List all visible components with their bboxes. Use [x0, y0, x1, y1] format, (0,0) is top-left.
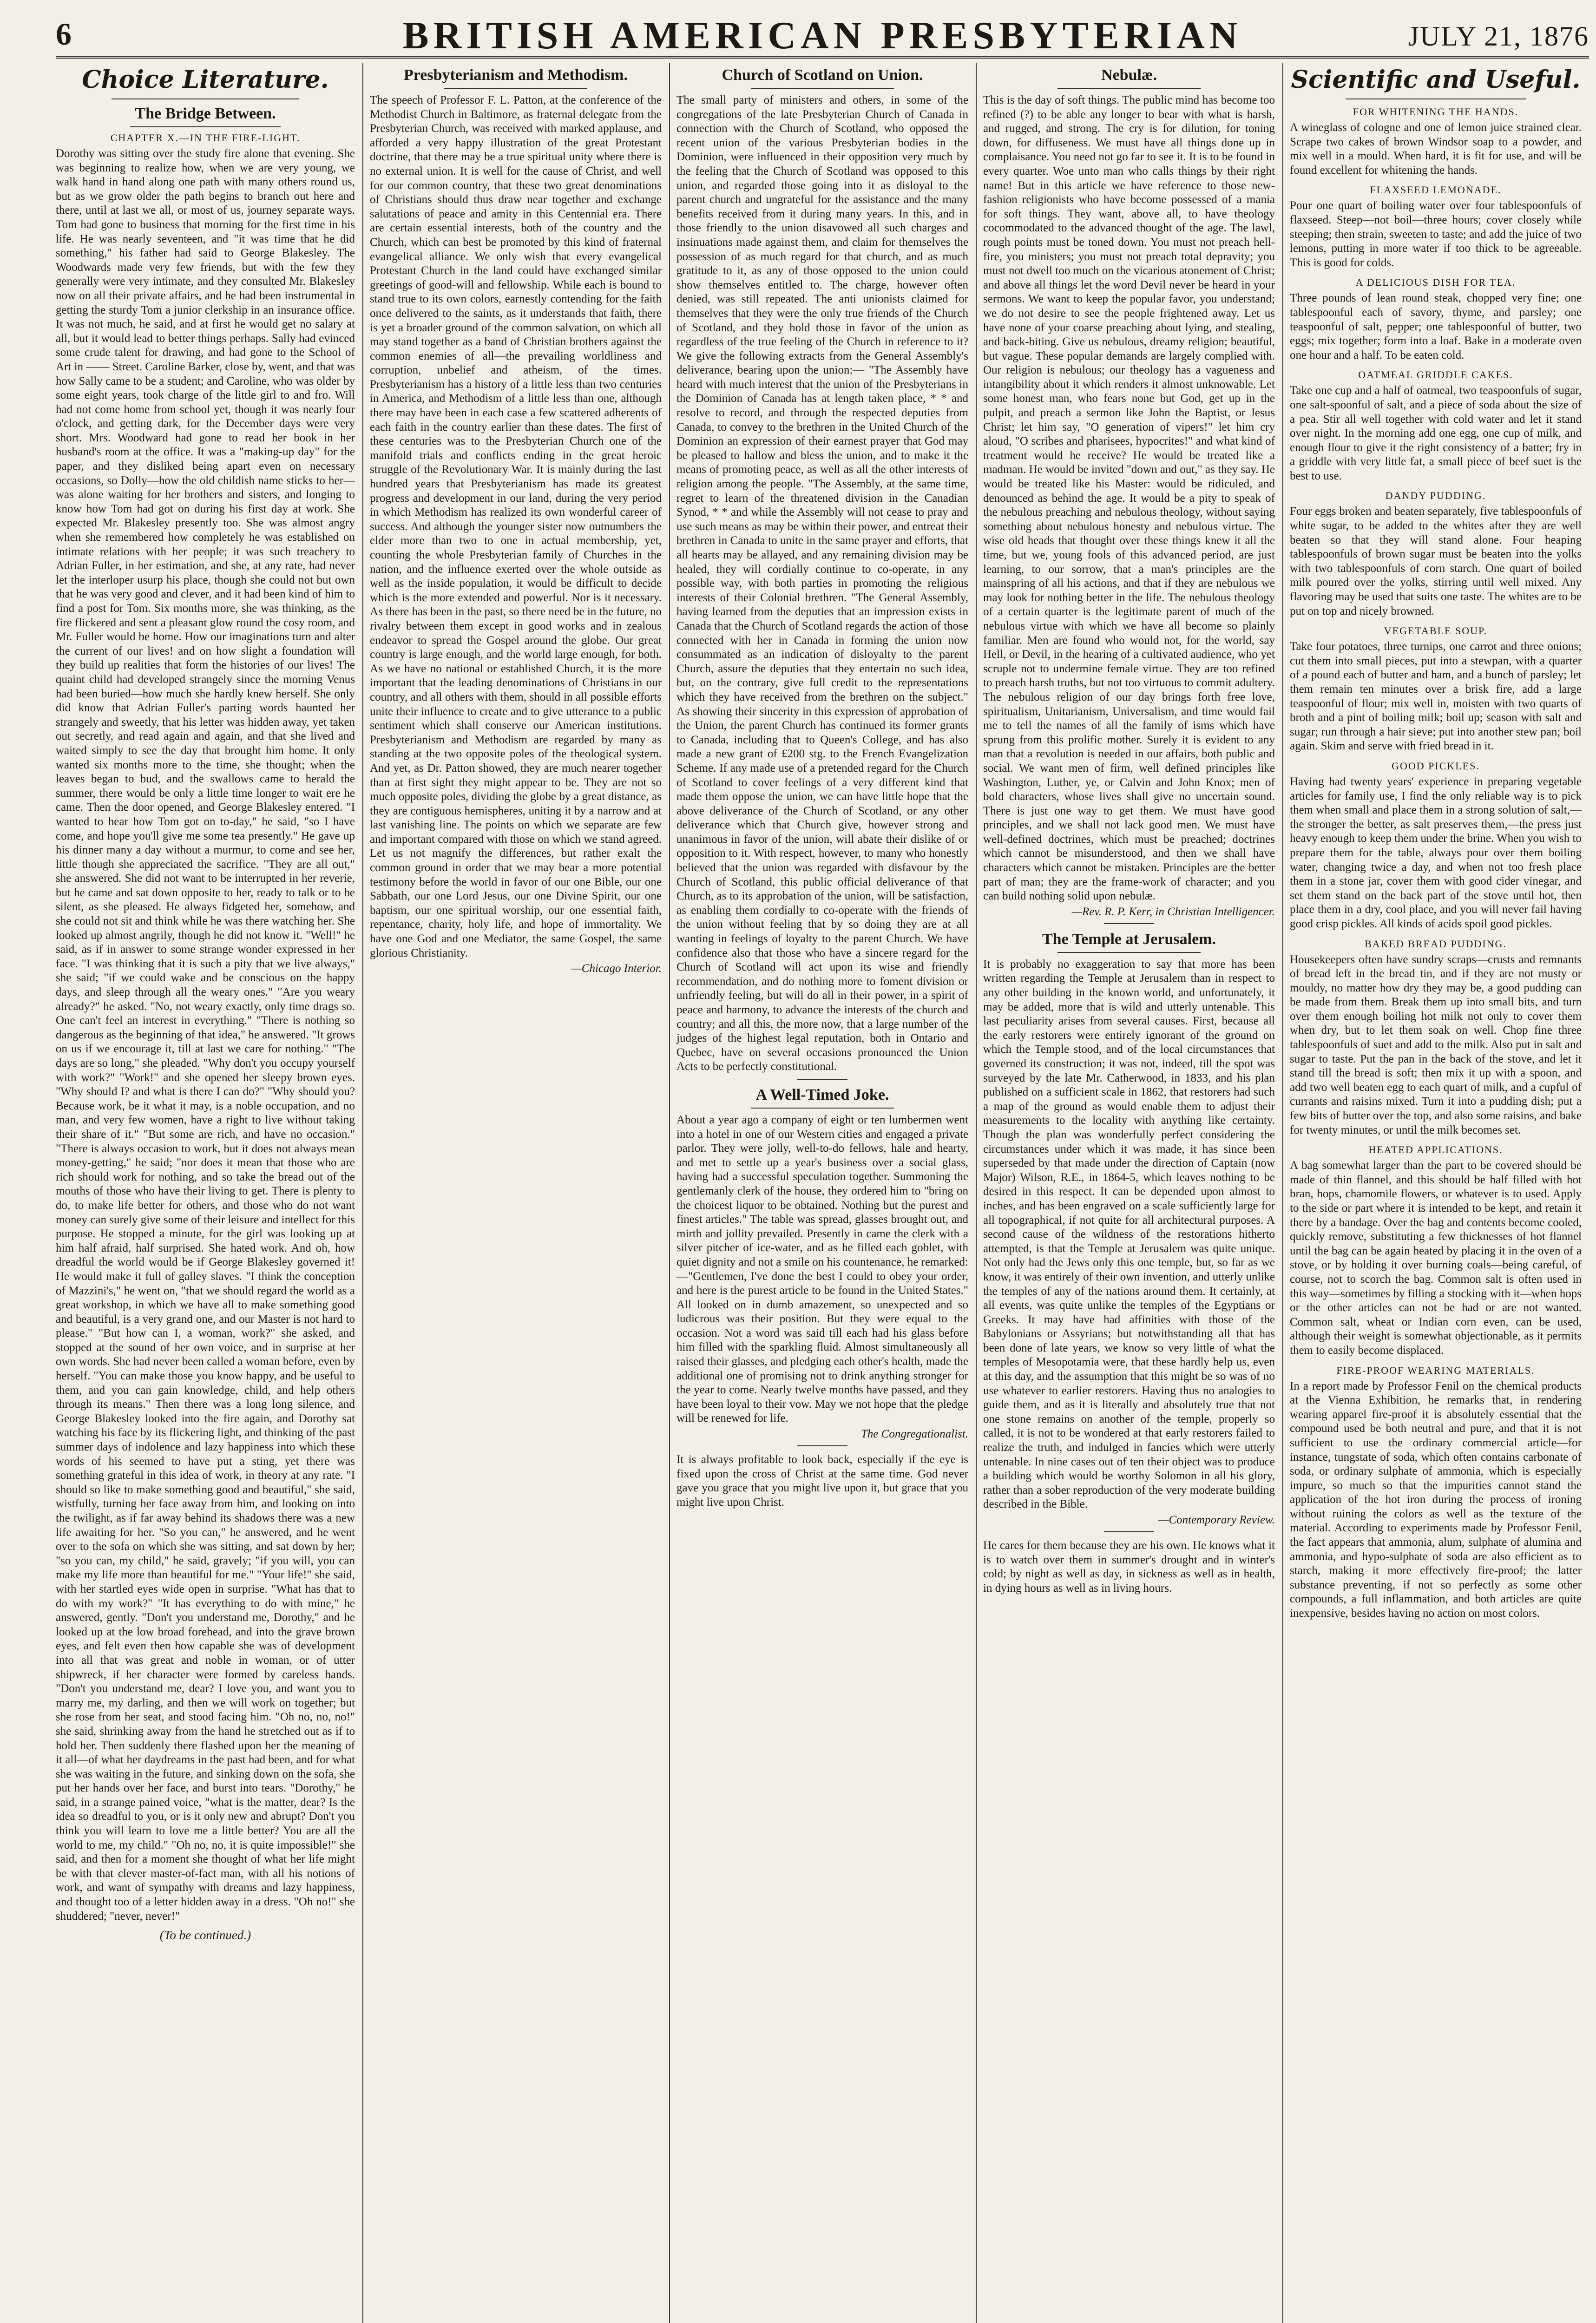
recipe-heading-good-pickles: GOOD PICKLES.	[1392, 760, 1480, 772]
recipe-heading-vegetable-soup: VEGETABLE SOUP.	[1384, 625, 1488, 637]
columns	[56, 63, 1589, 2323]
recipe-body: A bag somewhat larger than the part to be covered should be made of thin flannel, and this should be half filled with hot bran, hops, chamomile flowers, or whatever is to used. Apply to the side or part where it is intended to be kept, and retain it there by a bandage. Over the bag and contents become cooled, quickly remove, substituting a few thicknesses of hot flannel until the bag can be again heated by placing it in the oven of a stove, or by holding it over burning coals—being careful, of course, not to scorch the bag. Common salt is often used in this way—sometimes by filling a stocking with it—when hops or the other articles can not be had or are not wanted. Common salt, wheat or Indian corn even, can be used, although their weight is somewhat objectionable, as it permits them to easily become displaced.	[1290, 1159, 1582, 1357]
recipe-body: Pour one quart of boiling water over four tablespoonfuls of flaxseed. Steep—not boil—three hours; cover closely while steeping; then strain, sweeten to taste; and add the juice of two lemons, putting in more water if too thick to be agreeable. This is good for colds.	[1290, 199, 1582, 269]
article-body-well-timed-joke: About a year ago a company of eight or ten lumbermen went into a hotel in one of our Western cities and engaged a private parlor. They were jolly, well-to-do fellows, hale and hearty, and met to settle up a year's business over a social glass, having had a successful speculation together. Summoning the gentlemanly clerk of the house, they ordered him to "bring on the choicest liquor to be obtained. Nothing but the purest and finest articles." The table was spread, glasses brought out, and mirth and jollity prevailed. Presently in came the clerk with a silver pitcher of ice-water, and as he filled each goblet, with quiet dignity and not a smile on his countenance, he remarked:—"Gentlemen, I've done the best I could to obey your order, and here is the purest article to be found in the United States." All looked on in dumb amazement, so unexpected and so ludicrous was their position. But they were equal to the occasion. Not a word was said till each had his glass before him filled with the sparkling fluid. Almost simultaneously all raised their glasses, and pledging each other's health, made the additional one of promising not to drink anything stronger for the year to come. Nearly twelve months have passed, and they have been loyal to their vow. May we not hope that the pledge will be renewed for life.	[676, 1113, 968, 1425]
recipe-body: A wineglass of cologne and one of lemon juice strained clear. Scrape two cakes of brown Windsor soap to a powder, and mix well in a mould. When hard, it is fit for use, and will be found excellent for whitening the hands.	[1290, 121, 1582, 177]
article-credit: The Congregationalist.	[860, 1428, 968, 1441]
column-2	[362, 63, 669, 2323]
newspaper-title: BRITISH AMERICAN PRESBYTERIAN	[402, 14, 1242, 57]
title-rule	[751, 1108, 894, 1109]
masthead	[56, 13, 1589, 59]
recipe-heading-dandy-pudding: DANDY PUDDING.	[1385, 490, 1486, 502]
recipe-heading-oatmeal-cakes: OATMEAL GRIDDLE CAKES.	[1358, 369, 1513, 381]
article-separator	[1104, 1531, 1154, 1532]
section-heading-choice-literature: Choice Literature.	[82, 66, 329, 94]
recipe-body: Take four potatoes, three turnips, one carrot and three onions; cut them into small pieces, put into a stewpan, with a quarter of a pound each of butter and ham, and a bunch of parsley; let them remain ten minutes over a brisk fire, add a large teaspoonful of flour; mix well in, moisten with two quarts of broth and a pint of boiling milk; boil up; season with salt and sugar; run through a hair sieve; put into another stew pan; boil again. Skim and serve with fried bread in it.	[1290, 640, 1582, 753]
title-rule	[130, 126, 281, 127]
closing-paragraph: He cares for them because they are his own. He knows what it is to watch over them in summer's drought and in winter's cold; by night as well as day, in sickness as well as in health, in dying hours as well as in living hours.	[983, 1539, 1275, 1595]
article-separator	[797, 1445, 847, 1446]
article-body-bridge-between: Dorothy was sitting over the study fire alone that evening. She was beginning to realize how, when we are very young, we walk hand in hand along one path with many others round us, but as we grow older the path begins to branch out here and there, until at last we all, or most of us, journey separate ways. Tom had gone to business that morning for the first time in his life. He was nearly seventeen, and "it was time that he did something," his father had said to George Blakesley. The Woodwards made very few friends, but with the few they generally were very intimate, and they consulted Mr. Blakesley now on all their private affairs, and he had been instrumental in getting the sturdy Tom a junior clerkship in an insurance office. It was not much, he said, and at first he would get no salary at all, but it would lead to better things perhaps. Sally had evinced some crude talent for drawing, and had gone to the School of Art in —— Street. Caroline Barker, close by, went, and that was how Sally came to be a student; and Caroline, who was older by some eight years, took charge of the little girl to and fro. Will had not come home from school yet, though it was nearly four o'clock, and getting dark, for the December days were very short. Mrs. Woodward had gone to read her book in her husband's room at the office. It was a "making-up day" for the paper, and they disliked being apart even on necessary occasions, so Dolly—how the old childish name sticks to her—was alone waiting for her brothers and sisters, and longing to know how Tom had got on during his first day at work. She expected Mr. Blakesley presently too. She was almost angry when she remembered how completely he was established on intimate relations with her people; it was such treachery to Adrian Fuller, in her estimation, and she, at any rate, had never let the interloper usurp his place, though she could not but own that he was very good and clever, and it had been kind of him to find a post for Tom. Six months more, she was thinking, as the fire flickered and sent a pleasant glow round the cosy room, and Mr. Fuller would be home. How our imaginations turn and alter the current of our lives! and on how slight a foundation will they build up realities that form the histories of our lives! The quaint child had developed strangely since the morning Venus had been buried—how much she hardly knew herself. She only did know that Adrian Fuller's parting words haunted her strangely and sweetly, that his letter was hidden away, yet taken out secretly, and read again and again, and that she lived and waited simply to see the day that brought him home. It only wanted six months more to the time, she thought; when the leaves began to bud, and the swallows came to herald the summer, there would be only a little time longer to wait ere he came. Then the door opened, and George Blakesley entered. "I wanted to hear how Tom got on to-day," he said, "so I have come, and hope you'll give me some tea presently." He gave up his dinner many a day without a murmur, to come and see her, little though she appreciated the sacrifice. "They are all out," she answered. She did not want to be interrupted in her reverie, but he came and sat down opposite to her, ready to talk or to be silent, as she pleased. He always fidgeted her, somehow, and she could not sit and think while he was there watching her. She looked up almost angrily, though he did not know it. "Well!" he said, as if in answer to some strange wonder expressed in her face. "I was thinking that it is such a pity that we live always," she said; "if we could wake and be conscious on the happy days, and sleep through all the weary ones." "Are you weary already?" he asked. "No, not weary exactly, only time drags so. One can't feel an interest in everything." "There is nothing so dangerous as the beginning of that idea," he answered. "It grows on us if we encourage it, till at last we care for nothing." "The days are so long," she pleaded. "Why don't you occupy yourself with work?" "Work!" and she opened her sleepy brown eyes. "Why should I? and what is there I can do?" "Why should you? Because work, be it what it may, is a noble occupation, and no man, and very few women, have a right to live without taking their share of it." "But some are rich, and have no occasion." "There is always occasion to work, but it does not always mean money-getting," he said; "nor does it mean that those who are rich should work for nothing, and so take the bread out of the mouths of those who have their living to get. There is plenty to do, to make life better for others, and those who do not want money can surely give some of their leisure and intellect for this purpose. He stopped a minute, for the girl was looking up at him half afraid, half surprised. She hated work. And oh, how dreadful the world would be if George Blakesley governed it! He would make it full of galley slaves. "I think the conception of Mazzini's," he went on, "that we should regard the world as a great workshop, in which we have all to make something good and beautiful, is a very grand one, and our Master is not hard to please." "But how can I, a woman, work?" she asked, and stopped at the sound of her own voice, and in surprise at her own words. She had never been called a woman before, even by herself. "You can make those you know happy, and be useful to them, and you can gain knowledge, child, and help others through its means." Then there was a long long silence, and George Blakesley looked into the fire again, and Dorothy sat watching his face by its flickering light, and thinking of the past summer days of indolence and lazy happiness into which these words of his seemed to have put a sting, yet there was something grateful in this idea of work, in theory at any rate. "I should so like to make something good and beautiful," she said, wistfully, turning her face away from him, and looking on into the twilight, as if far away behind its shadows there was a new life awaiting for her. "So you can," he answered, and he went over to the sofa on which she was sitting, and sat down by her; "so you can, my child," he said, gravely; "if you will, you can make my life more than beautiful for me." "Your life!" she said, with her startled eyes wide open in surprise. "What has that to do with my work?" "It has everything to do with mine," he answered, gently. "Don't you understand me, Dorothy," and he looked up at the low broad forehead, and into the grave brown eyes, and felt even then how capable she was of development into all that was great and noble in woman, or of utter shipwreck, if her character were formed by careless hands. "Don't you understand me, dear? I love you, and want you to marry me, my darling, and then we will work on together; but she rose from her seat, and stood facing him. "Oh no, no, no!" she said, shrinking away from the hand he stretched out as if to hold her. Then suddenly there flashed upon her the meaning of it all—of what her daydreams in the past had been, and for what she was waiting in the future, and sinking down on the sofa, she put her hands over her face, and burst into tears. "Dorothy," he said, in a strange pained voice, "what is the matter, dear? Is the idea so dreadful to you, or is it only new and abrupt? Don't you think you will learn to love me a little better? You are all the world to me, my child." "Oh no, no, it is quite impossible!" she said, and then for a moment she thought of what her life might be with that clever master-of-fact man, with all his notions of work, and want of sympathy with dreams and lazy happiness, and thought too of a letter hidden away in a dress. "Oh no!" she shuddered; "never, never!"	[56, 147, 355, 1923]
title-rule	[1057, 88, 1201, 89]
article-body-nebulae: This is the day of soft things. The public mind has become too refined (?) to be able any longer to bear with what is harsh, and rugged, and strong. The cry is for dilution, for toning down, for diffuseness. We must have all things done up in complaisance. You need not go far to see it. It is to be found in every quarter. Woe unto man who calls things by their right name! But in this article we have reference to those new-fashion religionists who have become possessed of a mania for soft things. They want, above all, to have theology cocommodated to the advanced thought of the age. The lawl, rough points must be toned down. You must not preach hell-fire, you ministers; you must not preach total depravity; you must not dwell too much on the vicarious atonement of Christ; and above all things let the word Devil never be heard in your sermons. We want to keep the popular favor, you understand; we do not desire to see the people frightened away. Let us have none of your coarse preaching about lying, and stealing, and back-biting. Give us nebulous, dreamy religion; beautiful, but vague. These popular demands are largely complied with. Our religion is nebulous; our theology has a vagueness and intangibility about it which renders it almost unknowable. Let some honest man, who fears none but God, get up in the pulpit, and preach a sermon like John the Baptist, or Jesus Christ; let him say, "O generation of vipers!" let him cry aloud, "O scribes and pharisees, hypocrites!" and what kind of treatment would he receive? He would be treated like a madman. He would be invited "down and out," as they say. He would be treated like his Master: would be ridiculed, and denounced as behind the age. It would be a pity to speak of the nebulous preaching and nebulous theology, without saying something about nebulous honesty and nebulous virtue. The wise old heads that thought over these things knew it all the time, but we, young fools of this advanced period, are just learning, to our sorrow, that a man's principles are the mainspring of all his actions, and that if they are nebulous we may look for nothing better in the life. The nebulous theology of a certain quarter is the legitimate parent of much of the nebulous virtue with which we have all become so plainly familiar. Men are found who would not, for the world, say Hell, or Devil, in the hearing of a cultivated audience, who yet scruple not to undermine female virtue. They are too refined to preach harsh truths, but not too virtuous to commit adultery. The nebulous religion of our day brings forth free love, spiritualism, Unitarianism, Universalism, and time would fail me to tell the names of all the family of isms which have sprung from this prolific mother. Surely it is evident to any man that a revolution is needed in our affairs, both public and social. We want men of firm, well defined principles like Washington, Luther, ye, or Calvin and John Knox; men of bold characters, whose lives shall give no uncertain sound. There is just one way to get them. We must have good principles, and we shall not lack good men. We must have well-defined doctrines, which must be preached; doctrines which cannot be misunderstood, and then we shall have characters which cannot be mistaken. Principles are the better part of man; they are the frame-work of character; and you can build nothing solid upon nebulæ.	[983, 94, 1275, 903]
recipe-body: Three pounds of lean round steak, chopped very fine; one tablespoonful each of savory, thyme, and parsley; one teaspoonful of salt, pepper; one tablespoonful of butter, two eggs; mix together; form into a loaf. Bake in a moderate oven one hour and a half. To be eaten cold.	[1290, 292, 1582, 361]
article-credit: —Rev. R. P. Kerr, in Christian Intelligencer.	[1071, 905, 1275, 918]
chapter-heading: CHAPTER X.—IN THE FIRE-LIGHT.	[110, 132, 301, 144]
title-rule	[751, 88, 894, 89]
column-4	[976, 63, 1282, 2323]
recipe-body: Four eggs broken and beaten separately, five tablespoonfuls of white sugar, to be added to the whites after they are well beaten so that they will stand alone. Four heaping tablespoonfuls of brown sugar must be beaten into the yolks with two tablespoonfuls of corn starch. One quart of boiled milk poured over the yolks, stirring until well mixed. Any flavoring may be used that suits one taste. The whites are to be put on top and nicely browned.	[1290, 505, 1582, 617]
article-body-church-of-scotland: The small party of ministers and others, in some of the congregations of the late Presbyterian Church of Canada in connection with the Church of Scotland, who opposed the recent union of the various Presbyterian bodies in the Dominion, were influenced in their opposition very much by the feeling that the Church of Scotland was opposed to this union, and regarded those going into it as disloyal to the parent church and ungrateful for the assistance and the many benefits received from it during many years. In this, and in those friendly to the union disavowed all such charges and insinuations made against them, and claim for themselves the possession of as much regard for that church, and as much gratitude to it, as any of those opposed to the union could show themselves entitled to. The charge, however often denied, was still repeated. The anti unionists claimed for themselves that they were the only true friends of the Church of Scotland, and they hold those in favor of the union as regardless of the true feeling of the Church in reference to it? We give the following extracts from the General Assembly's deliverance, bearing upon the union:— "The Assembly have heard with much interest that the union of the Presbyterians in the Dominion of Canada has at length taken place, * * and resolve to record, and through the respected deputies from Canada, to convey to the brethren in the United Church of the Dominion an expression of their earnest prayer that God may be pleased to hallow and bless the union, and to make it the means of promoting peace, as well as all the other interests of religion among the people. "The Assembly, at the same time, regret to learn of the threatened division in the Canadian Synod, * * and while the Assembly will not cease to pray and use such means as may be within their power, and entreat their brethren in Canada to unite in the same prayer and efforts, that all hearts may be allayed, and any remaining division may be healed, they will cordially continue to co-operate, in any possible way, with both parties in promoting the religious interests of their Colonial brethren. "The General Assembly, having learned from the deputies that an impression exists in Canada that the Church of Scotland regards the action of those connected with her in Canada in forming the union now consummated as an indication of disloyalty to the parent Church, assure the deputies that they entertain no such idea, but, on the contrary, give full credit to the representations which they have received from the brethren on the subject." As showing their sincerity in this expression of approbation of the Union, the parent Church has continued its former grants to Canada, including that to Queen's College, and has also made a new grant of £200 stg. to the French Evangelization Scheme. If any made use of a pretended regard for the Church of Scotland to cover feelings of a very different kind that made them oppose the union, we can have little hope that the above deliverance of the Church of Scotland, or any other deliverance which that Church give, however strong and unanimous in favor of the union, will abate their dislike of or opposition to it. With respect, however, to many who honestly believed that the union was regarded with disfavour by the Church of Scotland, this public official deliverance of that Church, as to its approbation of the union, will be satisfaction, as enabling them cordially to co-operate with the friends of the union without feeling that by so doing they are at all wanting in feelings of loyalty to the parent Church. We have confidence also that those who have a sincere regard for the Church of Scotland will act upon its wise and friendly recommendation, and do nothing more to foment division or unfriendly feeling, but will do all in their power, in a spirit of peace and harmony, to advance the interests of the church and country; and all this, the more now, that a large number of the judges of the highest legal reputation, both in Ontario and Quebec, have on several occasions pronounced the Union Acts to be perfectly constitutional.	[676, 94, 968, 1073]
issue-date: JULY 21, 1876	[1408, 21, 1589, 52]
recipe-body: Housekeepers often have sundry scraps—crusts and remnants of bread left in the bread tin, and if they are not musty or mouldy, no matter how dry they may be, a good pudding can be made from them. Break them up into small bits, and turn over them enough boiling hot milk not only to cover them when dry, but to let them soak on well. Chop fine three tablespoonfuls of suet and add to the milk. Also put in salt and sugar to taste. Put the pan in the back of the stove, and let it stand till the bread is soft; then mix it up with a spoon, and add two well beaten egg to each quart of milk, and a cupful of currants and raisins mixed. Turn it into a pudding dish; put a few bits of butter over the top, and also some raisins, and bake for twenty minutes, or until the milk becomes set.	[1290, 953, 1582, 1136]
recipe-body: Having had twenty years' experience in preparing vegetable articles for family use, I find the only reliable way is to pick them when small and place them in a strong solution of salt,—the stronger the better, as salt preserves them,—the press just heavy enough to keep them under the brine. When you wish to prepare them for the table, always pour over them boiling water, changing twice a day, and when not too fresh place them in a stone jar, cover them with good cider vinegar, and set them stand on the back part of the stove until hot, then place them in a dry, cool place, and you will never fail having good crisp pickles. All kinds of acids spoil good pickles.	[1290, 775, 1582, 930]
column-3	[669, 63, 976, 2323]
section-rule	[1346, 98, 1526, 99]
article-credit: —Chicago Interior.	[571, 962, 662, 975]
recipe-body: Take one cup and a half of oatmeal, two teaspoonfuls of sugar, one salt-spoonful of salt, and a piece of soda about the size of a pea. Stir all well together with cold water and let it stand over night. In the morning add one egg, one cup of milk, and enough flour to give it the right consistency of a batter; fry in a griddle with very little fat, a small piece of beef suet is the best to use.	[1290, 384, 1582, 482]
title-rule	[444, 88, 587, 89]
article-title-bridge-between: The Bridge Between.	[135, 105, 276, 122]
recipe-heading-heated-applications: HEATED APPLICATIONS.	[1368, 1144, 1503, 1156]
section-rule	[112, 98, 299, 99]
article-body-temple-jerusalem: It is probably no exaggeration to say that more has been written regarding the Temple at Jerusalem than in respect to any other building in the known world, and unfortunately, it may be added, more that is wild and utterly untenable. This last peculiarity arises from several causes. First, because all the early restorers were entirely ignorant of the ground on which the Temple stood, and of the local circumstances that governed its construction; it was not, indeed, till the spot was surveyed by the late Mr. Catherwood, in 1833, and his plan published on a sufficient scale in 1862, that restorers had such a map of the ground as would enable them to adjust their measurements to the locality with anything like certainty. Though the plan was wonderfully perfect considering the circumstances under which it was made, it has since been superseded by that made under the direction of Captain (now Major) Wilson, R.E., in 1864-5, which leaves nothing to be desired in this respect. It can be depended upon almost to inches, and has been engraved on a scale sufficiently large for all topographical, if not quite for all architectural purposes. A second cause of the wildness of the restorations hitherto attempted, is that the Temple at Jerusalem was quite unique. Not only had the Jews only this one temple, but, so far as we know, it was entirely of their own invention, and utterly unlike the temples of any of the nations around them. It certainly, at all events, was quite unlike the temples of the Egyptians or Greeks. It may have had affinities with those of the Babylonians or Assyrians; but notwithstanding all that has been done of late years, we know so very little of what the temples of Mesopotamia were, that these hardly help us, even at this day, and the assumption that this might be so was of no use whatever to earlier restorers. Having thus no analogies to guide them, and as it is literally and absolutely true that not one stone remains on another of the temple, properly so called, it is not to be wondered at that early restorers failed to realize the truth, and indulged in fancies which were utterly untenable. In nine cases out of ten their object was to produce a building which would be worthy Solomon in all his glory, rather than a sober reproduction of the very moderate building described in the Bible.	[983, 958, 1275, 1511]
recipe-body: In a report made by Professor Fenil on the chemical products at the Vienna Exhibition, he remarks that, in rendering wearing apparel fire-proof it is absolutely essential that the compound used be both neutral and pure, and that it is not sufficient to use the ordinary commercial article—for instance, tungstate of soda, which often contains carbonate of soda, or ordinary sulphate of ammonia, which is especially impure, so much so that the impurities cannot stand the application of the hot iron during the process of ironing without ruining the colors as well as the texture of the material. According to experiments made by Professor Fenil, the fact appears that ammonia, alum, sulphate of alumina and ammonia, and hypo-sulphate of soda are also efficient as to starch, making it more effectively fire-proof; the latter substance preventing, if not so perfectly as some other compounds, a full inflammation, and both articles are quite inexpensive, besides having no action on most colors.	[1290, 1379, 1582, 1620]
article-title-well-timed-joke: A Well-Timed Joke.	[755, 1086, 889, 1103]
title-rule	[1057, 952, 1201, 953]
recipe-heading-whitening-hands: FOR WHITENING THE HANDS.	[1353, 106, 1519, 118]
section-heading-scientific-useful: Scientific and Useful.	[1291, 66, 1581, 94]
article-separator	[797, 1079, 847, 1080]
recipe-heading-flaxseed-lemonade: FLAXSEED LEMONADE.	[1370, 184, 1502, 196]
article-separator	[1104, 923, 1154, 924]
column-5	[1282, 63, 1589, 2323]
article-title-temple-jerusalem: The Temple at Jerusalem.	[1042, 930, 1216, 948]
closing-paragraph: It is always profitable to look back, especially if the eye is fixed upon the cross of Christ at the same time. God never gave you grace that you might live upon it, but grace that you might live upon Christ.	[676, 1453, 968, 1509]
article-title-church-of-scotland: Church of Scotland on Union.	[722, 66, 923, 84]
article-credit: —Contemporary Review.	[1158, 1514, 1275, 1526]
recipe-heading-bread-pudding: BAKED BREAD PUDDING.	[1365, 938, 1507, 950]
recipe-heading-dish-for-tea: A DELICIOUS DISH FOR TEA.	[1355, 276, 1516, 289]
article-body-presbyterianism-methodism: The speech of Professor F. L. Patton, at the conference of the Methodist Church in Baltimore, as fraternal delegate from the Presbyterian Church, was received with marked applause, and afforded a very happy illustration of the great Protestant doctrine, that there may be a true spiritual unity where there is no external union. It is well for the cause of Christ, and well for our common country, that these two great denominations of Christians should thus draw near together and exchange salutations of peace and amity in this Centennial era. There are certain essential interests, both of the country and the Church, which can best be promoted by this kind of fraternal evangelical alliance. We only wish that every evangelical Protestant Church in the land could have exchanged similar greetings of good-will and fellowship. While each is bound to stand true to its own colors, earnestly contending for the faith once delivered to the saints, as it understands that faith, there is yet a broader ground of the common salvation, on which all may stand together as a band of Christian brothers against the common enemies of all—the prevailing worldliness and corruption, unbelief and atheism, of the times. Presbyterianism has a history of a little less than two centuries in America, and Methodism of a little less than one, although there may have been in each case a few scattered adherents of each faith in the country earlier than these dates. The first of these centuries was to the Presbyterian Church one of the manifold trials and conflicts ending in the great heroic struggle of the Revolutionary War. It is mainly during the last hundred years that Presbyterianism has made its greatest progress and development in our land, during the very period in which Methodism has realized its own wonderful career of success. And although the younger sister now outnumbers the elder more than two to one in actual membership, yet, counting the whole Presbyterian family of Churches in the nation, and the influence exerted over the whole outside as well as the inside population, it would be difficult to decide which is the more extended and powerful. Nor is it necessary. As there has been in the past, so there need be in the future, no rivalry between them except in good works and in zealous endeavor to spread the Gospel around the globe. Our great country is large enough, and the world large enough, for both. As we have no national or established Church, it is the more important that the leading denominations of Christians in our country, and all others with them, should in all possible efforts unite their influence to create and to give utterance to a public sentiment which shall conserve our American institutions. Presbyterianism and Methodism are regarded by many as standing at the two opposite poles of the theological system. And yet, as Dr. Patton showed, they are much nearer together than at first sight they might appear to be. They are not so much opposite poles, dividing the globe by a great distance, as they are contiguous hemispheres, uniting it by a narrow and at last vanishing line. The points on which we separate are few and important compared with those on which we stand agreed. Let us not magnify the differences, but rather exalt the common ground in order that we may bear a more potential testimony before the world in favor of our one Bible, our one Sabbath, our one Lord Jesus, our one Divine Spirit, our one baptism, our one spiritual worship, our one essential faith, repentance, charity, holy life, and hope of immortality. We have one God and one Mediator, the same Gospel, the same glorious Christianity.	[370, 94, 662, 959]
to-be-continued: (To be continued.)	[159, 1928, 251, 1942]
recipe-heading-fire-proof-materials: FIRE-PROOF WEARING MATERIALS.	[1336, 1364, 1535, 1376]
article-title-presbyterianism-methodism: Presbyterianism and Methodism.	[404, 66, 628, 84]
column-1	[56, 63, 362, 2323]
page-number: 6	[56, 16, 72, 52]
article-title-nebulae: Nebulæ.	[1101, 66, 1157, 84]
